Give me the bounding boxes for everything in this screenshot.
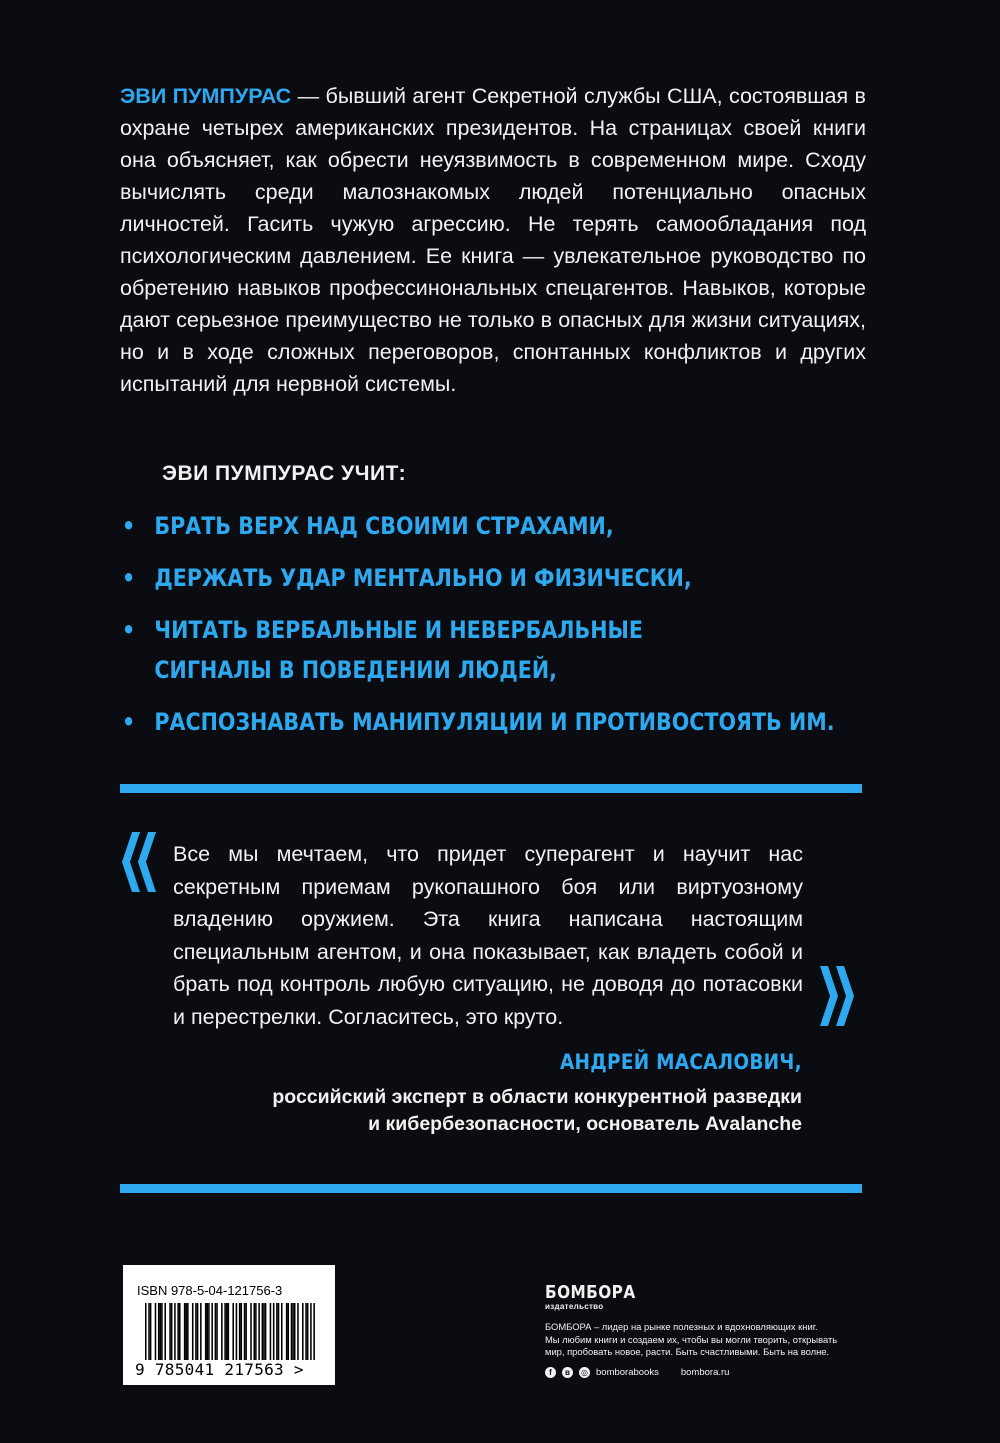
publisher-description [545,1321,875,1359]
barcode-digits: 9 785041 217563 > [135,1360,327,1379]
teaches-item-line: СИГНАЛЫ В ПОВЕДЕНИИ ЛЮДЕЙ, [154,656,557,684]
publisher-handle[interactable]: bomborabooks [596,1366,659,1378]
author-role-line: российский эксперт в области конкурентной разведки [272,1086,802,1108]
bullet-icon: • [122,564,136,592]
teaches-item [120,506,774,546]
teaches-list [120,506,880,754]
publisher-logo-name: БОМБОРА [545,1282,636,1303]
teaches-item-text [154,558,773,598]
publisher-desc-line: Мы любим книги и создаем их, чтобы вы могли творить, открывать [545,1333,838,1345]
publisher-links [545,1367,875,1378]
publisher-block [545,1282,875,1378]
vk-icon[interactable]: в [562,1367,573,1378]
quote-author: АНДРЕЙ МАСАЛОВИЧ, [560,1050,802,1074]
isbn-label: ISBN 978-5-04-121756-3 [137,1283,283,1298]
teaches-item-text [154,702,835,742]
quote-text: Все мы мечтаем, что придет суперагент и научит нас секретным приемам рукопашного боя или виртуозному владению оружием. Эта книга написана настоящим специальным агентом, и она показывает, как владеть собой и брать под контроль любую ситуацию, не доводя до потасовки и перестрелки. Согласитесь, это круто. [173,842,803,1029]
teaches-item-line: ДЕРЖАТЬ УДАР МЕНТАЛЬНО И ФИЗИЧЕСКИ, [154,564,692,592]
author-role-line: и кибербезопасности, основатель Avalanche [368,1113,802,1135]
bullet-icon: • [122,512,136,540]
publisher-subtitle: издательство [545,1302,604,1311]
bullet-icon: • [122,708,136,736]
divider-top [120,784,862,793]
quote-close-icon [818,966,858,1026]
publisher-site-link[interactable]: bombora.ru [680,1366,730,1378]
teaches-item-line: ЧИТАТЬ ВЕРБАЛЬНЫЕ И НЕВЕРБАЛЬНЫЕ [154,616,644,644]
quote-author-role [162,1084,802,1138]
quote-open-icon [118,832,158,892]
barcode-box [123,1265,335,1385]
divider-bottom [120,1184,862,1193]
teaches-item [120,558,774,598]
instagram-icon[interactable]: ◎ [579,1367,590,1378]
intro-text: — бывший агент Секретной службы США, состоявшая в охране четырех американских президентов. На страницах своей книги она объясняет, как обрести неуязвимость в современном мире. Сходу вычислять среди малознакомых людей потенциально опасных личностей. Гасить чужую агрессию. Не терять самообладания под психологическим давлением. Ее книга — увлекательное руководство по обретению навыков профессинональных спецагентов. Навыков, которые дают серьезное преимущество не только в опасных для жизни ситуациях, но и в ходе сложных переговоров, спонтанных конфликтов и других испытаний для нервной системы. [120,84,866,396]
teaches-item-text [154,506,773,546]
teaches-item [120,702,835,742]
publisher-desc-line: мир, пробовать новое, расти. Быть счастливыми. Быть на волне. [545,1346,830,1357]
teaches-item-line: РАСПОЗНАВАТЬ МАНИПУЛЯЦИИ И ПРОТИВОСТОЯТЬ ИМ. [154,708,835,736]
publisher-desc-line: БОМБОРА – лидер на рынке полезных и вдохновляющих книг. [545,1321,818,1332]
intro-paragraph [120,80,866,400]
facebook-icon[interactable]: f [545,1367,556,1378]
teaches-item-line: БРАТЬ ВЕРХ НАД СВОИМИ СТРАХАМИ, [154,512,614,540]
intro-author-name: ЭВИ ПУМПУРАС [120,84,292,108]
barcode-icon [145,1303,315,1365]
bullet-icon: • [122,616,136,644]
teaches-item-text [154,610,773,690]
teaches-item [120,610,774,690]
teaches-heading: ЭВИ ПУМПУРАС УЧИТ: [162,462,407,485]
